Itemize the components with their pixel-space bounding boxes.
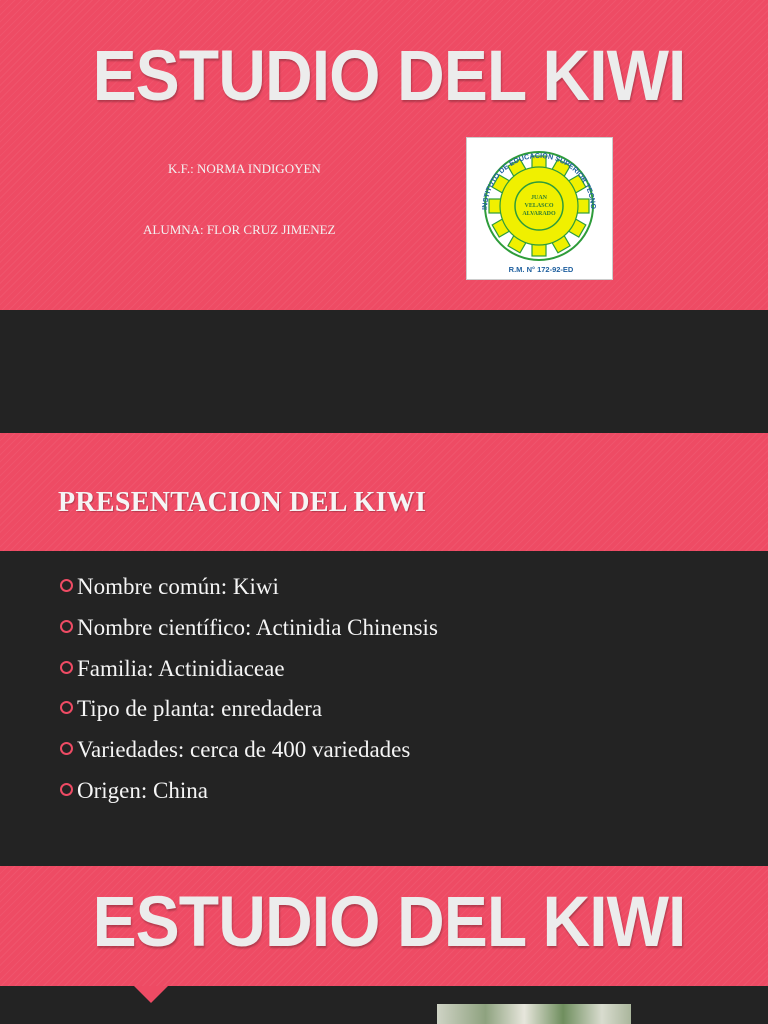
student-line: ALUMNA: FLOR CRUZ JIMENEZ — [143, 222, 336, 237]
logo-ring-text: INSTITUTO DE EDUCACIÓN SUPERIOR TECNO — [479, 150, 599, 211]
logo-rm-text: R.M. N° 172-92-ED — [508, 265, 574, 274]
list-item — [60, 615, 438, 656]
institute-logo — [466, 137, 613, 280]
circle-bullet-icon — [60, 701, 73, 714]
gear-logo-icon — [467, 138, 612, 279]
logo-center-line-2: VELASCO — [524, 203, 554, 209]
fact-list — [60, 574, 438, 819]
fact-text: Tipo de planta: enredadera — [77, 696, 323, 722]
fact-text: Familia: Actinidiaceae — [77, 655, 285, 681]
logo-center-line-1: JUAN — [531, 195, 547, 201]
fact-text: Origen: China — [77, 777, 208, 803]
slide3-title: ESTUDIO DEL KIWI — [92, 883, 686, 962]
slide3-notch — [134, 986, 168, 1003]
list-item — [60, 696, 438, 737]
slide1-title: ESTUDIO DEL KIWI — [92, 37, 686, 116]
slide2-title: PRESENTACION DEL KIWI — [58, 487, 427, 518]
kiwi-photo — [437, 1004, 631, 1024]
list-item — [60, 778, 438, 819]
circle-bullet-icon — [60, 783, 73, 796]
logo-center-line-3: ALVARADO — [522, 211, 556, 217]
circle-bullet-icon — [60, 661, 73, 674]
circle-bullet-icon — [60, 579, 73, 592]
list-item — [60, 656, 438, 697]
teacher-line: K.F.: NORMA INDIGOYEN — [168, 161, 321, 176]
list-item — [60, 737, 438, 778]
fact-text: Nombre común: Kiwi — [77, 574, 279, 599]
list-item — [60, 574, 438, 615]
fact-text: Nombre científico: Actinidia Chinensis — [77, 614, 438, 640]
slide1-body — [0, 310, 768, 433]
circle-bullet-icon — [60, 620, 73, 633]
fact-text: Variedades: cerca de 400 variedades — [77, 737, 411, 763]
circle-bullet-icon — [60, 742, 73, 755]
